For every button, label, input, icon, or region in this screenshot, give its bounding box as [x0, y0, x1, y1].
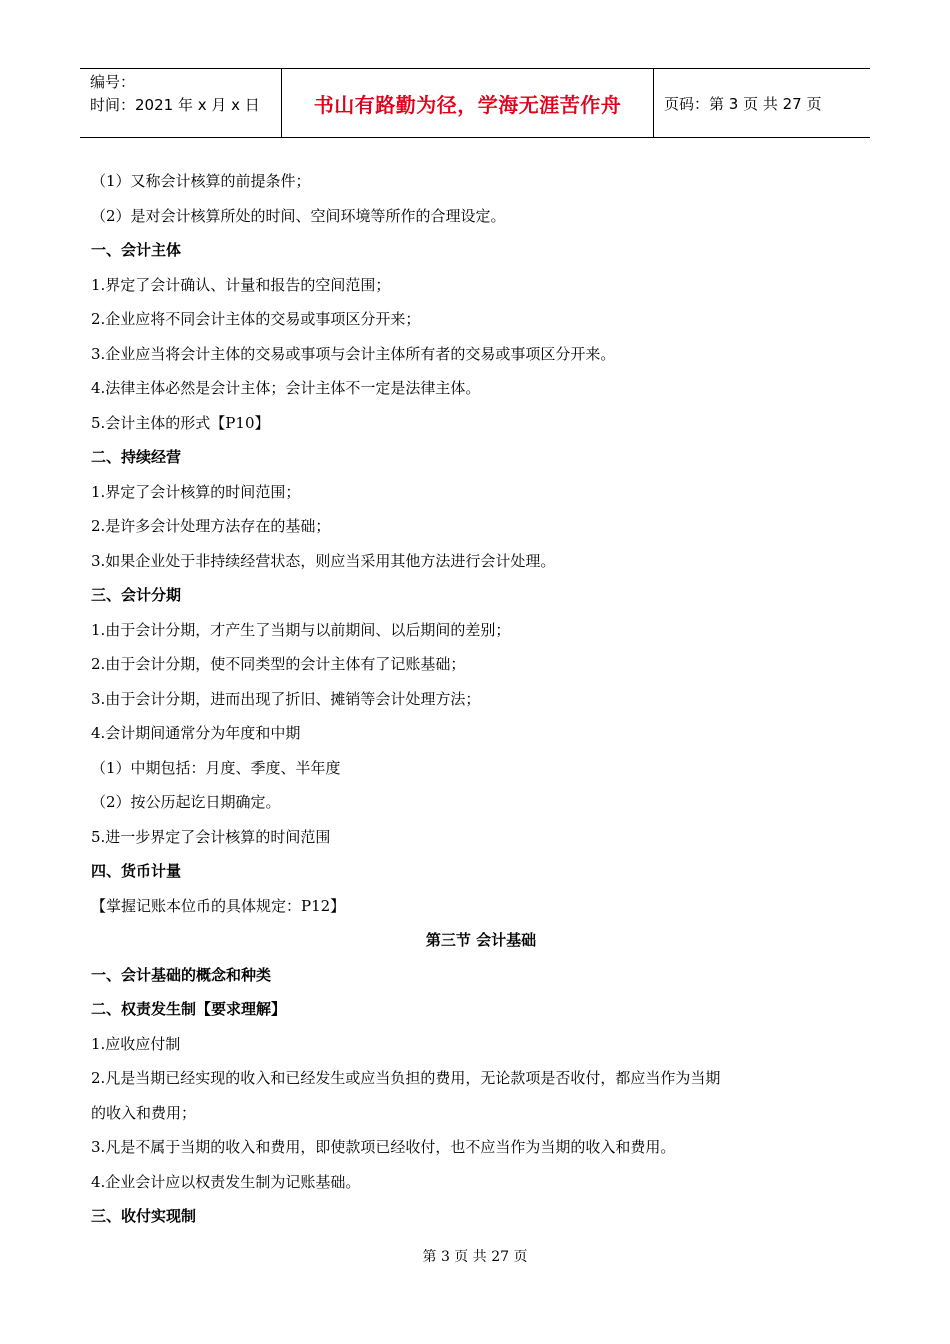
paragraph-line: 5.进一步界定了会计核算的时间范围 [91, 827, 331, 846]
section-heading: 三、会计分期 [91, 586, 182, 604]
paragraph-line: 2.由于会计分期，使不同类型的会计主体有了记账基础； [91, 655, 466, 673]
paragraph-line: 【掌握记账本位币的具体规定：P12】 [91, 896, 346, 915]
paragraph-line: 1.界定了会计确认、计量和报告的空间范围； [91, 275, 391, 294]
paragraph-line: 1.界定了会计核算的时间范围； [91, 482, 301, 501]
paragraph-line: （1）中期包括：月度、季度、半年度 [91, 758, 341, 777]
section-heading: 三、收付实现制 [91, 1207, 197, 1225]
document-date: 时间：2021 年 x 月 x 日 [90, 96, 260, 114]
paragraph-line: 1.应收应付制 [91, 1034, 181, 1053]
section-heading: 二、持续经营 [91, 448, 182, 466]
paragraph-line: 1.由于会计分期，才产生了当期与以前期间、以后期间的差别； [91, 620, 511, 639]
section-heading: 一、会计主体 [91, 241, 182, 259]
chapter-section-title: 第三节 会计基础 [425, 931, 537, 949]
section-heading: 四、货币计量 [91, 862, 182, 880]
paragraph-line: 4.法律主体必然是会计主体；会计主体不一定是法律主体。 [91, 379, 481, 397]
section-heading: 一、会计基础的概念和种类 [91, 965, 272, 984]
paragraph-line: 3.企业应当将会计主体的交易或事项与会计主体所有者的交易或事项区分开来。 [91, 344, 616, 363]
paragraph-line: 2.凡是当期已经实现的收入和已经发生或应当负担的费用，无论款项是否收付，都应当作为当期 [91, 1069, 721, 1087]
paragraph-line: 3.如果企业处于非持续经营状态，则应当采用其他方法进行会计处理。 [91, 551, 556, 570]
paragraph-line: （2）按公历起讫日期确定。 [91, 793, 281, 811]
header-meta [80, 69, 281, 137]
paragraph-line: 5.会计主体的形式【P10】 [91, 413, 270, 432]
page-header [80, 68, 870, 138]
paragraph-line: （2）是对会计核算所处的时间、空间环境等所作的合理设定。 [91, 206, 506, 225]
paragraph-line: 2.企业应将不同会计主体的交易或事项区分开来； [91, 310, 421, 328]
paragraph-line: 4.会计期间通常分为年度和中期 [91, 724, 301, 742]
header-motto: 书山有路勤为径，学海无涯苦作舟 [281, 69, 654, 137]
paragraph-line: 3.凡是不属于当期的收入和费用，即使款项已经收付，也不应当作为当期的收入和费用。 [91, 1138, 676, 1156]
page-footer: 第 3 页 共 27 页 [422, 1249, 528, 1265]
document-body [91, 164, 871, 1234]
paragraph-line: 2.是许多会计处理方法存在的基础； [91, 517, 331, 535]
paragraph-line: （1）又称会计核算的前提条件； [91, 172, 311, 190]
paragraph-line: 4.企业会计应以权责发生制为记账基础。 [91, 1172, 361, 1191]
paragraph-line: 3.由于会计分期，进而出现了折旧、摊销等会计处理方法； [91, 689, 481, 708]
header-page-info: 页码：第 3 页 共 27 页 [664, 94, 822, 113]
paragraph-line: 的收入和费用； [91, 1103, 197, 1122]
document-number-label: 编号： [90, 73, 136, 91]
section-heading: 二、权责发生制【要求理解】 [91, 1000, 287, 1018]
